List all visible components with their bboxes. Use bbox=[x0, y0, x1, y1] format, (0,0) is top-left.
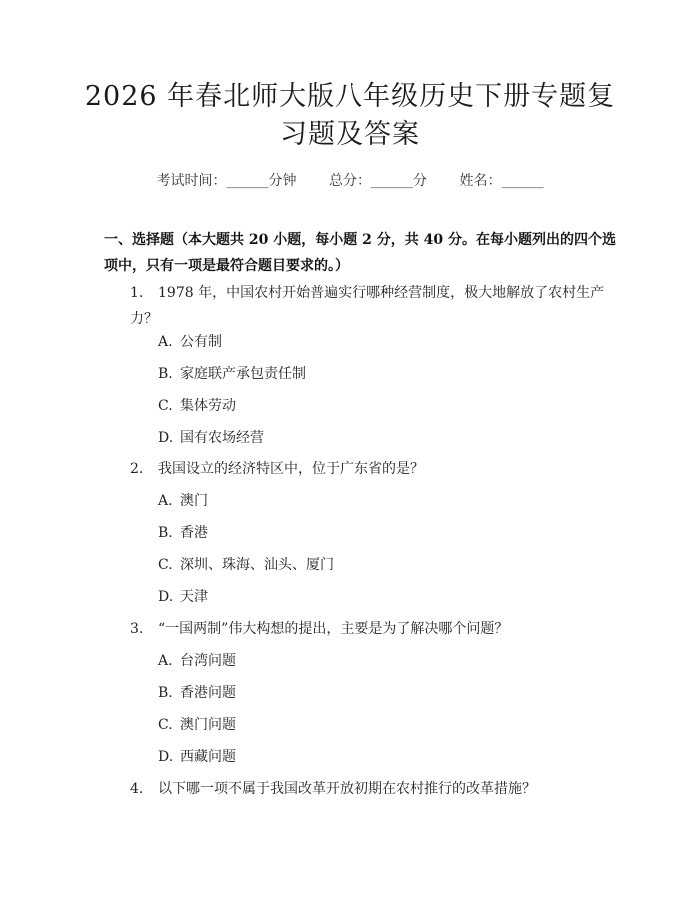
option-text: 西藏问题 bbox=[180, 749, 236, 765]
option-letter: A. bbox=[158, 334, 173, 350]
option-letter: B. bbox=[158, 366, 173, 382]
option-letter: B. bbox=[158, 685, 173, 701]
option-2b bbox=[158, 523, 208, 543]
question-number: 3. bbox=[130, 621, 144, 637]
option-letter: D. bbox=[158, 430, 174, 446]
option-1c bbox=[158, 396, 236, 416]
section-heading: 一、选择题（本大题共 20 小题，每小题 2 分，共 40 分。在每小题列出的四个选项中，只有一项是最符合题目要求的。） bbox=[104, 232, 616, 274]
question-3 bbox=[130, 616, 610, 642]
option-text: 公有制 bbox=[180, 334, 222, 350]
option-text: 澳门问题 bbox=[180, 717, 236, 733]
total-score-label: 总分：______分 bbox=[329, 173, 427, 189]
option-3b bbox=[158, 683, 236, 703]
option-letter: C. bbox=[158, 398, 173, 414]
option-text: 香港问题 bbox=[180, 685, 236, 701]
question-number: 1. bbox=[130, 285, 144, 301]
option-2a bbox=[158, 491, 208, 511]
question-text: 我国设立的经济特区中，位于广东省的是？ bbox=[158, 461, 424, 477]
option-1b bbox=[158, 364, 306, 384]
option-letter: D. bbox=[158, 749, 174, 765]
option-text: 国有农场经营 bbox=[180, 430, 264, 446]
question-number: 2. bbox=[130, 461, 144, 477]
question-1 bbox=[130, 280, 610, 332]
option-letter: A. bbox=[158, 653, 173, 669]
question-text: 1978 年，中国农村开始普遍实行哪种经营制度，极大地解放了农村生产力？ bbox=[130, 285, 605, 327]
document-title: 2026 年春北师大版八年级历史下册专题复习题及答案 bbox=[84, 81, 616, 150]
option-text: 家庭联产承包责任制 bbox=[180, 366, 306, 382]
exam-meta bbox=[0, 170, 700, 190]
option-letter: C. bbox=[158, 557, 173, 573]
option-letter: C. bbox=[158, 717, 173, 733]
option-1a bbox=[158, 332, 222, 352]
option-2c bbox=[158, 555, 334, 575]
option-letter: B. bbox=[158, 525, 173, 541]
exam-time-label: 考试时间：______分钟 bbox=[156, 173, 297, 189]
option-3c bbox=[158, 715, 236, 735]
option-3d bbox=[158, 747, 236, 767]
option-text: 深圳、珠海、汕头、厦门 bbox=[180, 557, 334, 573]
question-2 bbox=[130, 456, 610, 482]
option-3a bbox=[158, 651, 236, 671]
question-4 bbox=[130, 776, 610, 802]
question-text: “一国两制”伟大构想的提出，主要是为了解决哪个问题？ bbox=[158, 621, 509, 637]
option-text: 天津 bbox=[180, 589, 208, 605]
student-name-label: 姓名：______ bbox=[459, 173, 544, 189]
option-2d bbox=[158, 587, 208, 607]
option-1d bbox=[158, 428, 264, 448]
option-text: 集体劳动 bbox=[180, 398, 236, 414]
option-letter: D. bbox=[158, 589, 174, 605]
question-number: 4. bbox=[130, 781, 144, 797]
option-text: 台湾问题 bbox=[180, 653, 236, 669]
question-text: 以下哪一项不属于我国改革开放初期在农村推行的改革措施？ bbox=[158, 781, 536, 797]
option-text: 澳门 bbox=[180, 493, 208, 509]
option-letter: A. bbox=[158, 493, 173, 509]
option-text: 香港 bbox=[180, 525, 208, 541]
